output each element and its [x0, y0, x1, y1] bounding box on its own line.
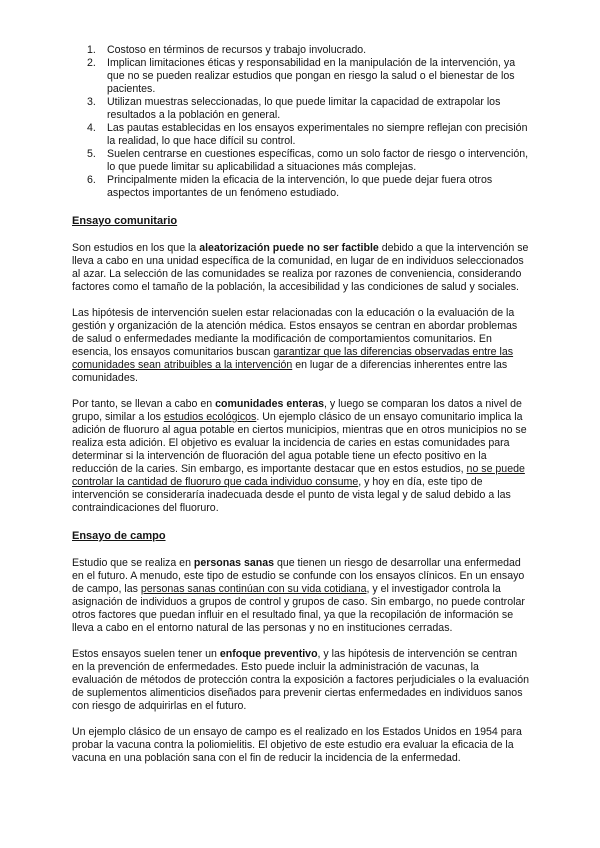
bold-term: personas sanas — [193, 557, 274, 569]
list-item — [87, 96, 530, 122]
underlined-phrase: estudios ecológicos — [163, 411, 257, 423]
text-run: . Un ejemplo clásico de un ensayo comunitario implica la adición de fluoruro al agua potable en ciertos municipios, mientras que en otros municipios no se realiza esta adición. El objetivo es evaluar la incidencia de caries en estas comunidades para determinar si la intervención de fluoración del agua potable tiene un efecto positivo en la reducción de la caries. Sin embargo, es importante destacar que en estos estudios, — [72, 411, 527, 475]
text-run: Son estudios en los que la — [72, 242, 200, 254]
list-text: Las pautas establecidas en los ensayos experimentales no siempre reflejan con precisión la realidad, lo que hace difícil su control. — [107, 122, 528, 147]
list-text: Costoso en términos de recursos y trabajo involucrado. — [107, 44, 367, 56]
field-trial-heading: Ensayo de campo — [72, 530, 166, 542]
field-paragraph-2 — [72, 648, 530, 713]
list-text: Utilizan muestras seleccionadas, lo que puede limitar la capacidad de extrapolar los resultados a la población en general. — [107, 96, 501, 121]
field-paragraph-1 — [72, 557, 530, 635]
text-run: Estos ensayos suelen tener un — [72, 648, 220, 660]
list-number: 4. — [87, 122, 96, 134]
limitations-list — [72, 44, 530, 200]
list-number: 6. — [87, 174, 96, 186]
list-number: 1. — [87, 44, 96, 56]
community-paragraph-1 — [72, 242, 530, 294]
text-run: que tienen un riesgo de desarrollar una enfermedad en el futuro. A menudo, este tipo de estudio se confunde con los ensayos clínicos. En un ensayo de campo, las — [72, 557, 525, 595]
text-run: en lugar de a diferencias inherentes entre las comunidades. — [72, 359, 508, 384]
list-number: 2. — [87, 57, 96, 69]
list-item — [87, 44, 530, 57]
text-run: , y el investigador controla la asignación de individuos a grupos de control y grupos de caso. Sin embargo, no puede controlar otros factores que puedan influir en el resultado final, ya que la recopilación de información se lleva a cabo en el entorno natural de las personas y no en instituciones cerradas. — [72, 583, 525, 634]
community-paragraph-3 — [72, 398, 530, 515]
underlined-phrase: personas sanas continúan con su vida cotidiana — [140, 583, 367, 595]
text-run: Por tanto, se llevan a cabo en — [72, 398, 216, 410]
list-item — [87, 57, 530, 96]
list-number: 5. — [87, 148, 96, 160]
list-text: Implican limitaciones éticas y responsabilidad en la manipulación de la intervención, ya que no se pueden realizar estudios que pongan en riesgo la salud o el bienestar de los pacientes. — [107, 57, 516, 95]
bold-term: comunidades enteras — [215, 398, 325, 410]
text-run: , y las hipótesis de intervención se centran en la prevención de enfermedades. Esto puede incluir la administración de vacunas, la evaluación de métodos de protección contra la exposición a factores perjudiciales o la evaluación de suplementos alimenticios diseñados para prevenir ciertas enfermedades en individuos sanos con riesgo de adquirirlas en el futuro. — [72, 648, 529, 712]
text-run: Un ejemplo clásico de un ensayo de campo es el realizado en los Estados Unidos en 1954 para probar la vacuna contra la poliomielitis. El objetivo de este estudio era evaluar la eficacia de la vacuna en una población sana con el fin de reducir la incidencia de la enfermedad. — [72, 726, 522, 764]
text-run: debido a que la intervención se lleva a cabo en una unidad específica de la comunidad, en lugar de en individuos seleccionados al azar. La selección de las comunidades se realiza por razones de conveniencia, considerando factores como el tamaño de la población, la accesibilidad y las condiciones de salud y sociales. — [72, 242, 529, 293]
community-paragraph-2 — [72, 307, 530, 385]
list-item — [87, 174, 530, 200]
bold-term: enfoque preventivo — [219, 648, 318, 660]
list-item — [87, 122, 530, 148]
underlined-phrase: garantizar que las diferencias observadas entre las comunidades sean atribuibles a la intervención — [72, 346, 514, 371]
list-item — [87, 148, 530, 174]
underlined-phrase: no se puede controlar la cantidad de fluoruro que cada individuo consume — [72, 463, 525, 488]
text-run: Las hipótesis de intervención suelen estar relacionadas con la educación o la evaluación de la gestión y organización de la atención médica. Estos ensayos se centran en abordar problemas de salud o enfermedades mediante la modificación de comportamientos comunitarios. En esencia, los ensayos comunitarios buscan — [72, 307, 518, 358]
list-text: Principalmente miden la eficacia de la intervención, lo que puede dejar fuera otros aspectos importantes de un fenómeno estudiado. — [107, 174, 493, 199]
text-run: , y hoy en día, este tipo de intervención se consideraría inadecuada desde el punto de vista legal y de salud debido a las contraindicaciones del fluoruro. — [72, 476, 511, 514]
list-text: Suelen centrarse en cuestiones específicas, como un solo factor de riesgo o intervención, lo que puede limitar su aplicabilidad a situaciones más complejas. — [107, 148, 529, 173]
bold-term: aleatorización puede no ser factible — [199, 242, 379, 254]
text-run: , y luego se comparan los datos a nivel de grupo, similar a los — [72, 398, 522, 423]
community-trial-heading: Ensayo comunitario — [72, 215, 178, 227]
text-run: Estudio que se realiza en — [72, 557, 194, 569]
field-paragraph-3 — [72, 726, 530, 765]
list-number: 3. — [87, 96, 96, 108]
